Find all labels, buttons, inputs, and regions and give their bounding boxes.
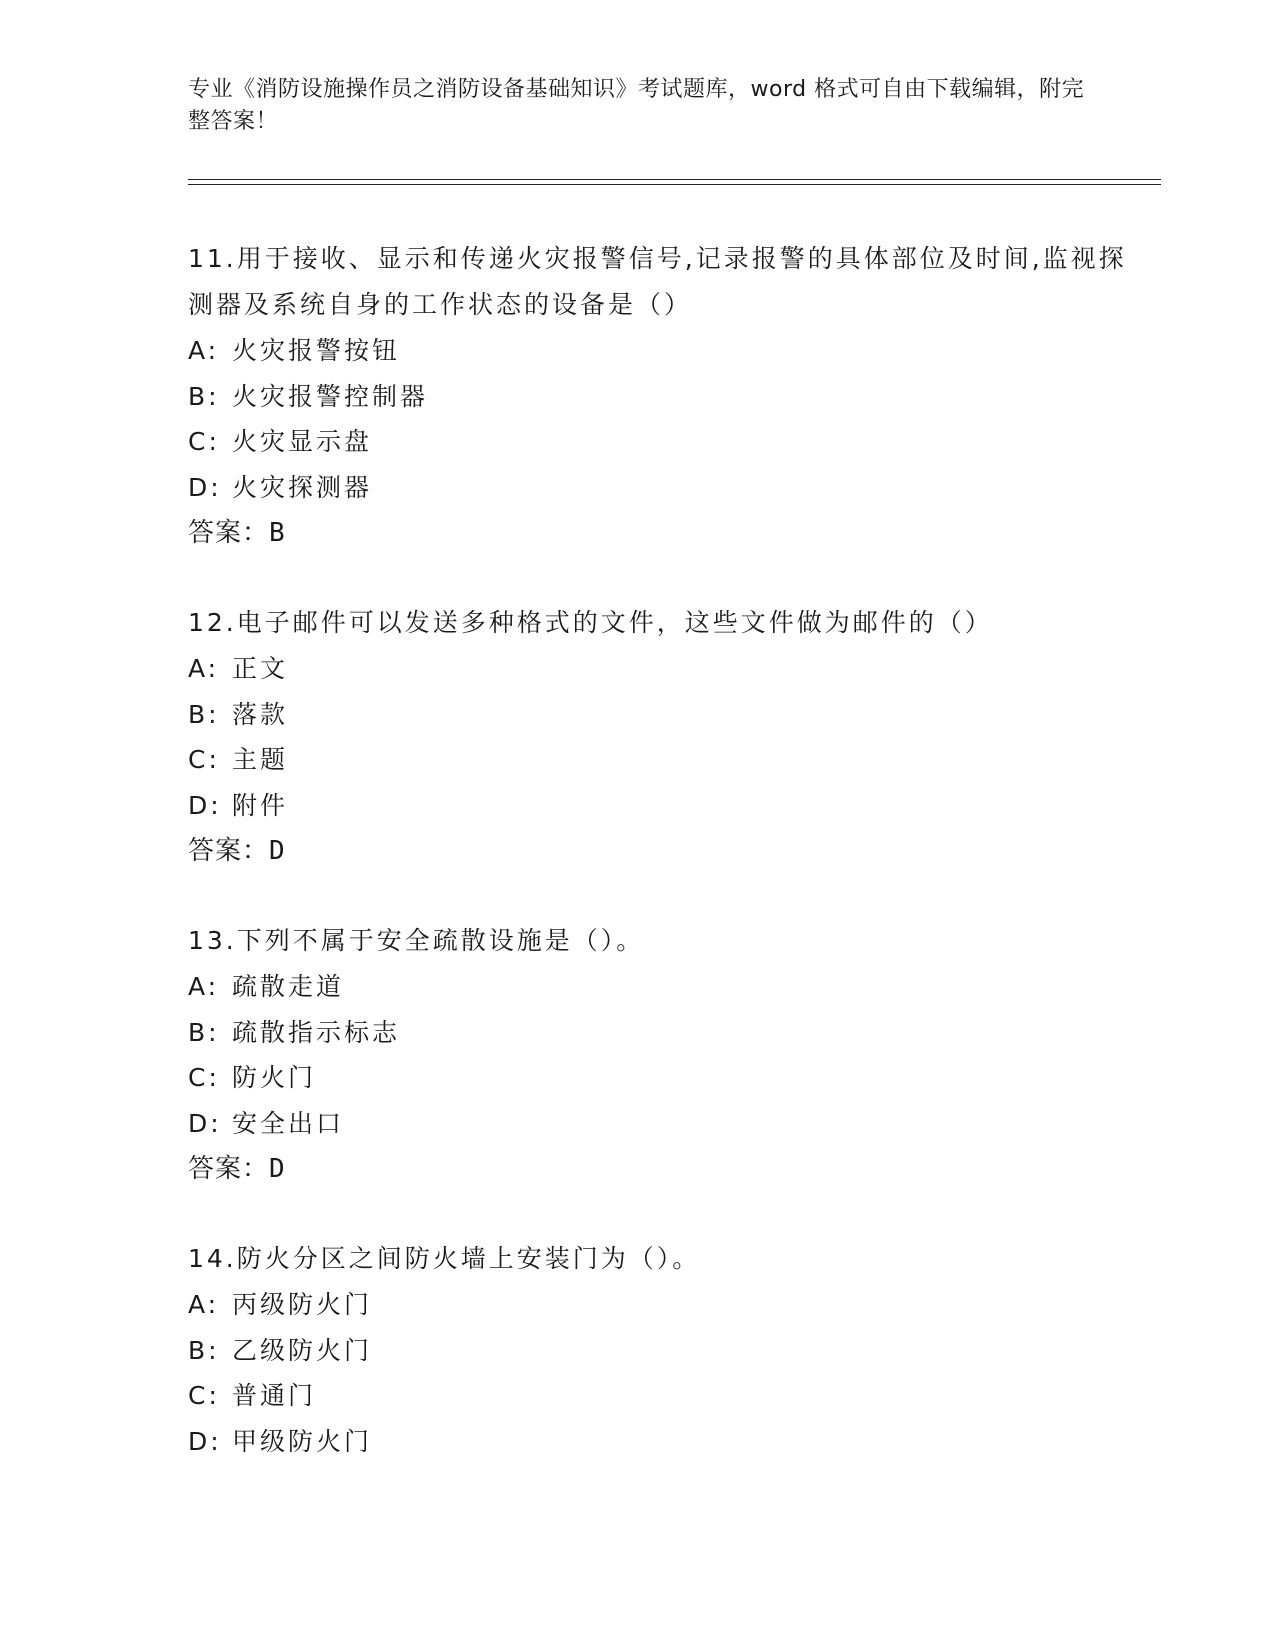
option-text: 安全出口 (232, 1108, 345, 1138)
option-a (188, 646, 1148, 692)
answer-label: 答案： (188, 836, 270, 866)
question-13 (188, 918, 1148, 1192)
option-key: A: (188, 654, 220, 683)
option-a (188, 1282, 1148, 1328)
option-key: A: (188, 336, 220, 365)
option-key: C: (188, 745, 220, 774)
option-b (188, 1328, 1148, 1374)
option-c (188, 1373, 1148, 1419)
option-key: C: (188, 427, 220, 456)
answer-line (188, 1146, 1148, 1192)
question-stem: 11.用于接收、显示和传递火灾报警信号,记录报警的具体部位及时间,监视探测器及系统自身的工作状态的设备是（） (188, 244, 1127, 319)
option-text: 火灾报警控制器 (232, 381, 429, 411)
option-d (188, 783, 1148, 829)
option-text: 普通门 (232, 1381, 317, 1410)
answer-value: D (269, 1154, 286, 1184)
option-c (188, 419, 1148, 465)
option-key: A: (188, 1290, 220, 1319)
answer-line (188, 828, 1148, 874)
option-text: 丙级防火门 (232, 1290, 373, 1319)
option-key: D: (188, 790, 222, 820)
answer-value: D (269, 836, 286, 866)
option-text: 火灾报警按钮 (232, 336, 401, 365)
option-d (188, 1101, 1148, 1147)
option-text: 正文 (232, 654, 289, 683)
option-key: D: (188, 1108, 222, 1138)
question-stem: 13.下列不属于安全疏散设施是（）。 (188, 926, 645, 955)
question-11 (188, 236, 1148, 556)
option-c (188, 737, 1148, 783)
question-stem: 14.防火分区之间防火墙上安装门为（）。 (188, 1244, 701, 1273)
option-a (188, 328, 1148, 374)
option-b (188, 374, 1148, 420)
option-c (188, 1055, 1148, 1101)
option-key: C: (188, 1381, 220, 1410)
option-text: 疏散指示标志 (232, 1017, 401, 1047)
option-b (188, 692, 1148, 738)
header-divider-bottom (188, 184, 1161, 185)
option-text: 乙级防火门 (232, 1335, 373, 1365)
option-key: A: (188, 972, 220, 1001)
option-key: B: (188, 1017, 220, 1047)
question-12 (188, 600, 1148, 874)
option-b (188, 1010, 1148, 1056)
answer-label: 答案： (188, 518, 270, 548)
header-divider-top (188, 179, 1161, 180)
option-text: 防火门 (232, 1063, 317, 1092)
option-key: C: (188, 1063, 220, 1092)
option-text: 落款 (232, 699, 289, 729)
document-header: 专业《消防设施操作员之消防设备基础知识》考试题库，word 格式可自由下载编辑，附完整答案！ (188, 77, 1085, 134)
question-stem: 12.电子邮件可以发送多种格式的文件，这些文件做为邮件的（） (188, 608, 993, 637)
option-key: D: (188, 472, 222, 502)
option-key: B: (188, 699, 220, 729)
answer-line (188, 510, 1148, 556)
option-text: 火灾探测器 (232, 472, 373, 502)
option-text: 火灾显示盘 (232, 427, 373, 456)
option-text: 主题 (232, 745, 289, 774)
option-text: 附件 (232, 790, 289, 820)
option-text: 甲级防火门 (232, 1426, 373, 1456)
question-list (188, 236, 1148, 1508)
option-a (188, 964, 1148, 1010)
answer-label: 答案： (188, 1154, 270, 1184)
option-key: D: (188, 1426, 222, 1456)
option-d (188, 1419, 1148, 1465)
answer-value: B (269, 518, 286, 548)
option-key: B: (188, 1335, 220, 1365)
option-text: 疏散走道 (232, 972, 345, 1001)
question-14 (188, 1236, 1148, 1464)
option-d (188, 465, 1148, 511)
option-key: B: (188, 381, 220, 411)
